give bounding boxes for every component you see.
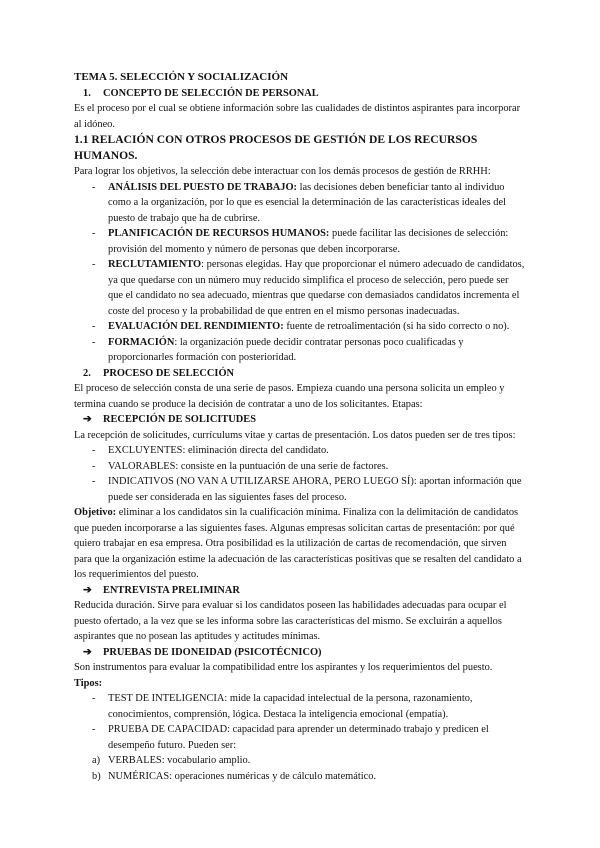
list-item	[74, 443, 526, 459]
item-text: NUMÉRICAS: operaciones numéricas y de cálculo matemático.	[108, 770, 377, 782]
pruebas-paragraph: Son instrumentos para evaluar la compatibilidad entre los aspirantes y los requerimientos del puesto.	[74, 662, 493, 673]
item-text: PRUEBA DE CAPACIDAD: capacidad para aprender un determinado trabajo y predicen el desempeño futuro. Pueden ser:	[108, 724, 489, 751]
dash-bullet: -	[92, 724, 96, 735]
entrevista-paragraph: Reducida duración. Sirve para evaluar si los candidatos poseen las habilidades adecuadas para ocupar el puesto ofertado, a la vez que se les informa sobre las características del mismo. Se excluirán a aquellos aspirantes que no posean las aptitudes y actitudes mínimas.	[74, 600, 507, 642]
section-number: 1.	[83, 87, 91, 99]
item-label: RECLUTAMIENTO	[108, 259, 202, 270]
tipos-label: Tipos:	[74, 677, 103, 689]
list-item	[74, 319, 526, 335]
letter-marker: a)	[92, 755, 101, 766]
section-2-heading	[74, 366, 526, 382]
subsection-1-1-intro: Para lograr los objetivos, la selección debe interactuar con los demás procesos de gestión de RRHH:	[74, 166, 491, 177]
list-item	[74, 753, 526, 769]
list-item	[74, 474, 526, 505]
test-types-list	[74, 691, 526, 784]
list-item	[74, 691, 526, 722]
item-label: ANÁLISIS DEL PUESTO DE TRABAJO:	[108, 181, 298, 193]
list-item	[74, 180, 526, 227]
step-title: ENTREVISTA PRELIMINAR	[103, 584, 240, 596]
subsection-1-1-heading: 1.1 RELACIÓN CON OTROS PROCESOS DE GESTIÓN DE LOS RECURSOS HUMANOS.	[74, 133, 478, 162]
dash-bullet: -	[92, 445, 96, 456]
item-text: las decisiones deben beneficiar tanto al individuo como a la organización, por lo que es esencial la determinación de las características ideales del puesto de trabajo que ha de cubrirse.	[108, 181, 506, 224]
arrow-icon: ➔	[83, 414, 92, 425]
dash-bullet: -	[92, 259, 96, 270]
pruebas-heading	[74, 645, 526, 661]
item-text: VALORABLES: consiste en la puntuación de una serie de factores.	[108, 460, 389, 472]
arrow-icon: ➔	[83, 584, 92, 596]
recepcion-paragraph: La recepción de solicitudes, currículums vitae y cartas de presentación. Los datos pueden ser de tres tipos:	[74, 429, 516, 441]
hr-process-list	[74, 180, 526, 366]
item-text: TEST DE INTELIGENCIA: mide la capacidad intelectual de la persona, razonamiento, conocimientos, comprensión, lógica. Destaca la inteligencia emocional (empatía).	[108, 693, 473, 720]
document-title: TEMA 5. SELECCIÓN Y SOCIALIZACIÓN	[74, 71, 289, 83]
item-text: fuente de retroalimentación (si ha sido correcto o no).	[283, 321, 510, 332]
list-item	[74, 226, 526, 257]
letter-marker: b)	[92, 770, 101, 782]
item-text: : personas elegidas. Hay que proporcionar el número adecuado de candidatos, ya que quedarse con un número muy reducido simplifica el proceso de selección, pero puede ser que el candidato no sea adecuado, mientras que quedarse con demasiados candidatos incrementa el coste del proceso y la probabilidad de que entren en el mismo personas inadecuadas.	[108, 259, 525, 317]
list-item	[74, 335, 526, 366]
objetivo-text: eliminar a los candidatos sin la cualificación mínima. Finaliza con la delimitación de candidatos que pueden incorporarse a las siguientes fases. Algunas empresas solicitan cartas de presentación: por qué quiero trabajar en esa empresa. Otra posibilidad es la utilización de cartas de recomendación, que sirven para que la organización estime la adecuación de las características positivas que se resalten del candidato a los requerimientos del puesto.	[74, 507, 522, 580]
dash-bullet: -	[92, 476, 96, 487]
objetivo-label: Objetivo:	[74, 507, 117, 518]
dash-bullet: -	[92, 460, 96, 472]
data-types-list	[74, 443, 526, 505]
entrevista-heading	[74, 583, 526, 599]
section-1-paragraph: Es el proceso por el cual se obtiene información sobre las cualidades de distintos aspirantes para incorporar al idóneo.	[74, 103, 521, 130]
arrow-icon: ➔	[83, 646, 92, 658]
item-label: EVALUACIÓN DEL RENDIMIENTO:	[108, 321, 284, 332]
list-item	[74, 257, 526, 319]
item-text: puede facilitar las decisiones de selección: provisión del momento y número de personas que deben incorporarse.	[108, 228, 509, 255]
section-2-paragraph: El proceso de selección consta de una serie de pasos. Empieza cuando una persona solicita un empleo y termina cuando se produce la decisión de contratar a uno de los solicitantes. Etapas:	[74, 383, 505, 410]
item-text: INDICATIVOS (NO VAN A UTILIZARSE AHORA, PERO LUEGO SÍ): aportan información que puede ser considerada en las siguientes fases del proceso.	[108, 476, 522, 503]
step-title: PRUEBAS DE IDONEIDAD (PSICOTÉCNICO)	[103, 646, 322, 658]
item-text: EXCLUYENTES: eliminación directa del candidato.	[108, 445, 329, 456]
list-item	[74, 722, 526, 753]
item-label: FORMACIÓN	[108, 336, 175, 348]
dash-bullet: -	[92, 228, 96, 239]
objetivo-paragraph	[74, 505, 526, 583]
dash-bullet: -	[92, 321, 96, 332]
dash-bullet: -	[92, 181, 96, 193]
item-label: PLANIFICACIÓN DE RECURSOS HUMANOS:	[108, 228, 330, 239]
document-page	[74, 70, 526, 784]
section-title: CONCEPTO DE SELECCIÓN DE PERSONAL	[103, 87, 319, 99]
dash-bullet: -	[92, 336, 96, 348]
section-title: PROCESO DE SELECCIÓN	[103, 367, 235, 379]
step-title: RECEPCIÓN DE SOLICITUDES	[103, 414, 257, 425]
section-number: 2.	[83, 367, 91, 379]
item-text: : la organización puede decidir contratar personas poco cualificadas y proporcionarles formación con posterioridad.	[108, 336, 464, 363]
list-item	[74, 459, 526, 475]
section-1-heading	[74, 86, 526, 102]
list-item	[74, 769, 526, 785]
recepcion-heading	[74, 412, 526, 428]
dash-bullet: -	[92, 693, 96, 704]
item-text: VERBALES: vocabulario amplio.	[108, 755, 251, 766]
